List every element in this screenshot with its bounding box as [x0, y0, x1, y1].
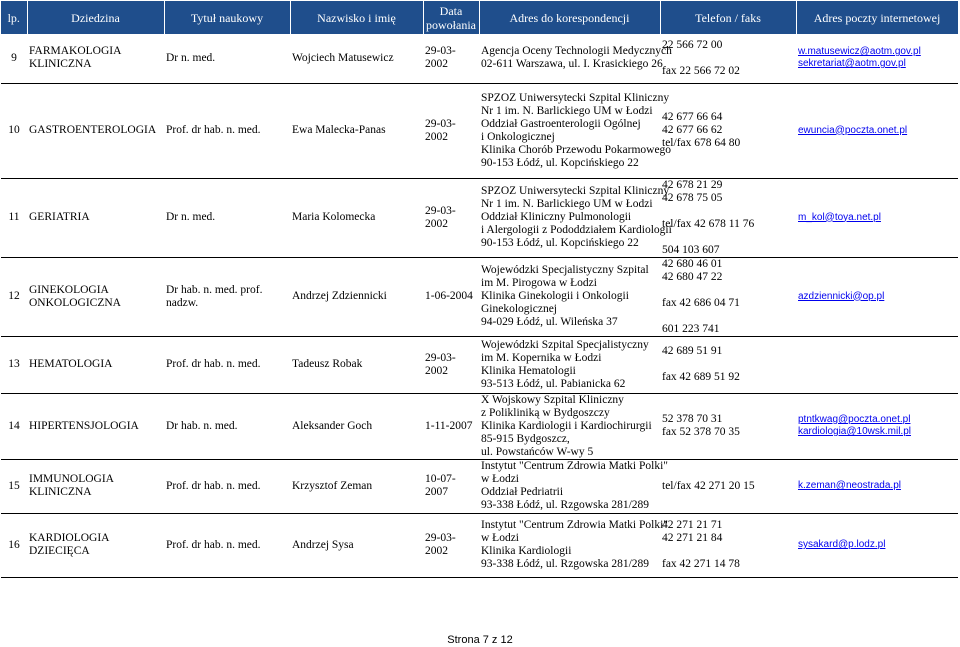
- adres-line: Klinika Kardiologii i Kardiochirurgii: [481, 419, 652, 432]
- dziedzina-line: KLINICZNA: [29, 58, 92, 71]
- row-email: [796, 459, 958, 513]
- header-dziedzina: Dziedzina: [27, 1, 164, 34]
- adres-line: 90-153 Łódź, ul. Kopcińskiego 22: [481, 237, 639, 249]
- adres-line: 93-338 Łódź, ul. Rzgowska 281/289: [481, 558, 650, 570]
- row-nazwisko: Ewa Malecka-Panas: [290, 83, 423, 178]
- header-data-line2: powołania: [426, 17, 476, 32]
- row-email: [796, 83, 958, 178]
- adres-line: Klinika Chorób Przewodu Pokarmowego: [481, 143, 672, 156]
- adres-line: ul. Powstańców W-wy 5: [481, 445, 594, 458]
- adres-line: im M. Kopernika w Łodzi: [481, 351, 602, 364]
- dziedzina-line: KLINICZNA: [29, 486, 92, 498]
- row-telefon: [660, 257, 796, 336]
- header-row: [1, 1, 958, 34]
- telefon-line: 601 223 741: [662, 322, 720, 335]
- telefon-line: [662, 545, 794, 558]
- row-tytul: Dr hab. n. med. prof. nadzw.: [164, 257, 290, 336]
- table-row: [1, 336, 958, 393]
- telefon-line: [662, 358, 794, 371]
- row-lp: 16: [1, 513, 27, 577]
- table-row: [1, 393, 958, 459]
- dziedzina-line: IMMUNOLOGIA: [29, 473, 114, 485]
- telefon-line: 42 680 47 22: [662, 270, 723, 283]
- adres-line: Instytut "Centrum Zdrowia Matki Polki": [481, 519, 668, 531]
- telefon-line: 52 378 70 31: [662, 413, 723, 425]
- email-link[interactable]: azdziennicki@op.pl: [798, 290, 885, 302]
- telefon-line: 42 677 66 64: [662, 111, 723, 123]
- email-link[interactable]: sysakard@p.lodz.pl: [798, 539, 886, 550]
- row-telefon: [660, 34, 796, 83]
- row-nazwisko: Maria Kolomecka: [290, 178, 423, 257]
- adres-line: z Polikliniką w Bydgoszczy: [481, 406, 610, 419]
- row-email: [796, 34, 958, 83]
- row-data: 29-03-2002: [423, 336, 479, 393]
- header-data-line1: Data: [439, 3, 463, 18]
- row-data: 29-03-2002: [423, 83, 479, 178]
- row-email: [796, 393, 958, 459]
- adres-line: w Łodzi: [481, 473, 520, 485]
- row-data: 1-11-2007: [423, 393, 479, 459]
- table-row: [1, 83, 958, 178]
- row-tytul: Prof. dr hab. n. med.: [164, 459, 290, 513]
- row-nazwisko: Tadeusz Robak: [290, 336, 423, 393]
- table-row: [1, 459, 958, 513]
- row-adres: [479, 459, 668, 513]
- adres-line: Instytut "Centrum Zdrowia Matki Polki": [481, 460, 668, 472]
- telefon-line: fax 42 689 51 92: [662, 371, 740, 383]
- row-nazwisko: Andrzej Sysa: [290, 513, 423, 577]
- page-footer: Strona 7 z 12: [447, 634, 513, 646]
- row-lp: 15: [1, 459, 27, 513]
- header-lp: lp.: [1, 1, 27, 34]
- row-telefon: [660, 459, 796, 513]
- telefon-line: 42 271 21 84: [662, 532, 723, 544]
- row-adres: [479, 393, 660, 459]
- row-data: 29-03-2002: [423, 513, 479, 577]
- adres-line: Wojewódzki Specjalistyczny Szpital: [481, 264, 649, 276]
- telefon-line: fax 22 566 72 02: [662, 64, 740, 77]
- dziedzina-line: DZIECIĘCA: [29, 545, 90, 557]
- row-data: 1-06-2004: [423, 257, 479, 336]
- telefon-line: fax 52 378 70 35: [662, 426, 740, 438]
- row-nazwisko: Aleksander Goch: [290, 393, 423, 459]
- email-link[interactable]: ewuncia@poczta.onet.pl: [798, 124, 908, 136]
- adres-line: Ginekologicznej: [481, 303, 558, 315]
- adres-line: 94-029 Łódź, ul. Wileńska 37: [481, 316, 618, 328]
- telefon-line: 42 678 75 05: [662, 191, 723, 204]
- email-link[interactable]: ptntkwag@poczta.onet.pl: [798, 414, 911, 425]
- row-dziedzina: [27, 336, 164, 393]
- row-telefon: [660, 336, 796, 393]
- header-data: [423, 1, 479, 34]
- header-nazwisko: Nazwisko i imię: [290, 1, 423, 34]
- adres-line: Oddział Gastroenterologii Ogólnej: [481, 117, 641, 130]
- row-tytul: Dr hab. n. med.: [164, 393, 290, 459]
- table-row: [1, 34, 958, 83]
- adres-line: 85-915 Bydgoszcz,: [481, 432, 570, 445]
- header-telefon: Telefon / faks: [660, 1, 796, 34]
- adres-line: Nr 1 im. N. Barlickiego UM w Łodzi: [481, 104, 653, 117]
- adres-line: 93-513 Łódź, ul. Pabianicka 62: [481, 377, 626, 390]
- dziedzina-line: KARDIOLOGIA: [29, 532, 110, 544]
- telefon-line: tel/fax 678 64 80: [662, 137, 741, 149]
- header-email: Adres poczty internetowej: [796, 1, 958, 34]
- row-data: 29-03-2002: [423, 178, 479, 257]
- dziedzina-line: HIPERTENSJOLOGIA: [29, 419, 139, 432]
- adres-line: w Łodzi: [481, 532, 520, 544]
- table-row: [1, 513, 958, 577]
- dziedzina-line: GERIATRIA: [29, 211, 90, 223]
- adres-line: i Alergologii z Pododdziałem Kardiologii: [481, 224, 672, 236]
- telefon-line: 42 678 21 29: [662, 178, 723, 191]
- telefon-line: tel/fax 42 678 11 76: [662, 217, 755, 230]
- row-lp: 11: [1, 178, 27, 257]
- adres-line: Oddział Pedriatrii: [481, 486, 564, 498]
- row-dziedzina: [27, 257, 164, 336]
- row-tytul: Prof. dr hab. n. med.: [164, 336, 290, 393]
- adres-line: X Wojskowy Szpital Kliniczny: [481, 393, 624, 406]
- row-tytul: Prof. dr hab. n. med.: [164, 83, 290, 178]
- row-dziedzina: [27, 178, 164, 257]
- telefon-line: 504 103 607: [662, 243, 720, 256]
- adres-line: 93-338 Łódź, ul. Rzgowska 281/289: [481, 499, 650, 511]
- telefon-line: [662, 231, 794, 244]
- telefon-line: fax 42 271 14 78: [662, 558, 740, 570]
- row-telefon: [660, 83, 796, 178]
- telefon-line: 42 677 66 62: [662, 124, 723, 136]
- telefon-line: 42 271 21 71: [662, 519, 723, 531]
- table-body: [1, 34, 958, 577]
- row-dziedzina: [27, 513, 164, 577]
- telefon-line: 22 566 72 00: [662, 38, 723, 51]
- row-email: [796, 336, 958, 393]
- row-telefon: [660, 393, 796, 459]
- email-link[interactable]: m_kol@toya.net.pl: [798, 211, 881, 223]
- adres-line: i Onkologicznej: [481, 130, 555, 143]
- email-link[interactable]: k.zeman@neostrada.pl: [798, 480, 901, 491]
- row-lp: 14: [1, 393, 27, 459]
- dziedzina-line: GASTROENTEROLOGIA: [29, 124, 157, 136]
- telefon-line: tel/fax 42 271 20 15: [662, 479, 755, 492]
- dziedzina-line: ONKOLOGICZNA: [29, 296, 121, 309]
- adres-line: Klinika Hematologii: [481, 364, 576, 377]
- row-dziedzina: [27, 459, 164, 513]
- row-adres: [479, 83, 672, 178]
- row-data: 29-03-2002: [423, 34, 479, 83]
- row-lp: 10: [1, 83, 27, 178]
- row-data: 10-07-2007: [423, 459, 479, 513]
- adres-line: Agencja Oceny Technologii Medycznych: [481, 45, 672, 58]
- row-adres: [479, 178, 672, 257]
- row-lp: 12: [1, 257, 27, 336]
- row-nazwisko: Andrzej Zdziennicki: [290, 257, 423, 336]
- dziedzina-line: HEMATOLOGIA: [29, 358, 113, 370]
- experts-table: [1, 1, 959, 578]
- email-link[interactable]: sekretariat@aotm.gov.pl: [798, 58, 906, 70]
- row-email: [796, 257, 958, 336]
- row-adres: [479, 257, 660, 336]
- row-dziedzina: [27, 83, 164, 178]
- telefon-line: [662, 205, 794, 218]
- telefon-line: 42 680 46 01: [662, 257, 723, 270]
- header-tytul: Tytuł naukowy: [164, 1, 290, 34]
- dziedzina-line: GINEKOLOGIA: [29, 283, 109, 296]
- row-tytul: Prof. dr hab. n. med.: [164, 513, 290, 577]
- table-row: [1, 257, 958, 336]
- row-adres: [479, 34, 672, 83]
- adres-line: Klinika Ginekologii i Onkologii: [481, 290, 629, 302]
- row-nazwisko: Krzysztof Zeman: [290, 459, 423, 513]
- table-row: [1, 178, 958, 257]
- adres-line: Klinika Kardiologii: [481, 545, 572, 557]
- telefon-line: fax 42 686 04 71: [662, 296, 740, 309]
- telefon-line: [662, 284, 794, 297]
- header-adres: Adres do korespondencji: [479, 1, 660, 34]
- dziedzina-line: FARMAKOLOGIA: [29, 45, 122, 58]
- email-link[interactable]: w.matusewicz@aotm.gov.pl: [798, 46, 921, 58]
- row-telefon: [660, 513, 796, 577]
- adres-line: 90-153 Łódź, ul. Kopcińskiego 22: [481, 156, 639, 169]
- row-tytul: Dr n. med.: [164, 34, 290, 83]
- row-lp: 13: [1, 336, 27, 393]
- adres-line: 02-611 Warszawa, ul. I. Krasickiego 26: [481, 58, 663, 71]
- adres-line: SPZOZ Uniwersytecki Szpital Kliniczny: [481, 185, 670, 197]
- row-email: [796, 513, 958, 577]
- adres-line: im M. Pirogowa w Łodzi: [481, 277, 597, 289]
- row-dziedzina: [27, 34, 164, 83]
- telefon-line: [662, 52, 794, 65]
- row-adres: [479, 336, 660, 393]
- row-nazwisko: Wojciech Matusewicz: [290, 34, 423, 83]
- row-lp: 9: [1, 34, 27, 83]
- row-telefon: [660, 178, 796, 257]
- row-tytul: Dr n. med.: [164, 178, 290, 257]
- adres-line: Nr 1 im. N. Barlickiego UM w Łodzi: [481, 198, 653, 210]
- row-dziedzina: [27, 393, 164, 459]
- row-email: [796, 178, 958, 257]
- telefon-line: 42 689 51 91: [662, 345, 723, 357]
- adres-line: Wojewódzki Szpital Specjalistyczny: [481, 338, 649, 351]
- telefon-line: [662, 310, 794, 323]
- row-adres: [479, 513, 668, 577]
- email-link[interactable]: kardiologia@10wsk.mil.pl: [798, 426, 911, 437]
- adres-line: SPZOZ Uniwersytecki Szpital Kliniczny: [481, 91, 670, 104]
- adres-line: Oddział Kliniczny Pulmonologii: [481, 211, 632, 223]
